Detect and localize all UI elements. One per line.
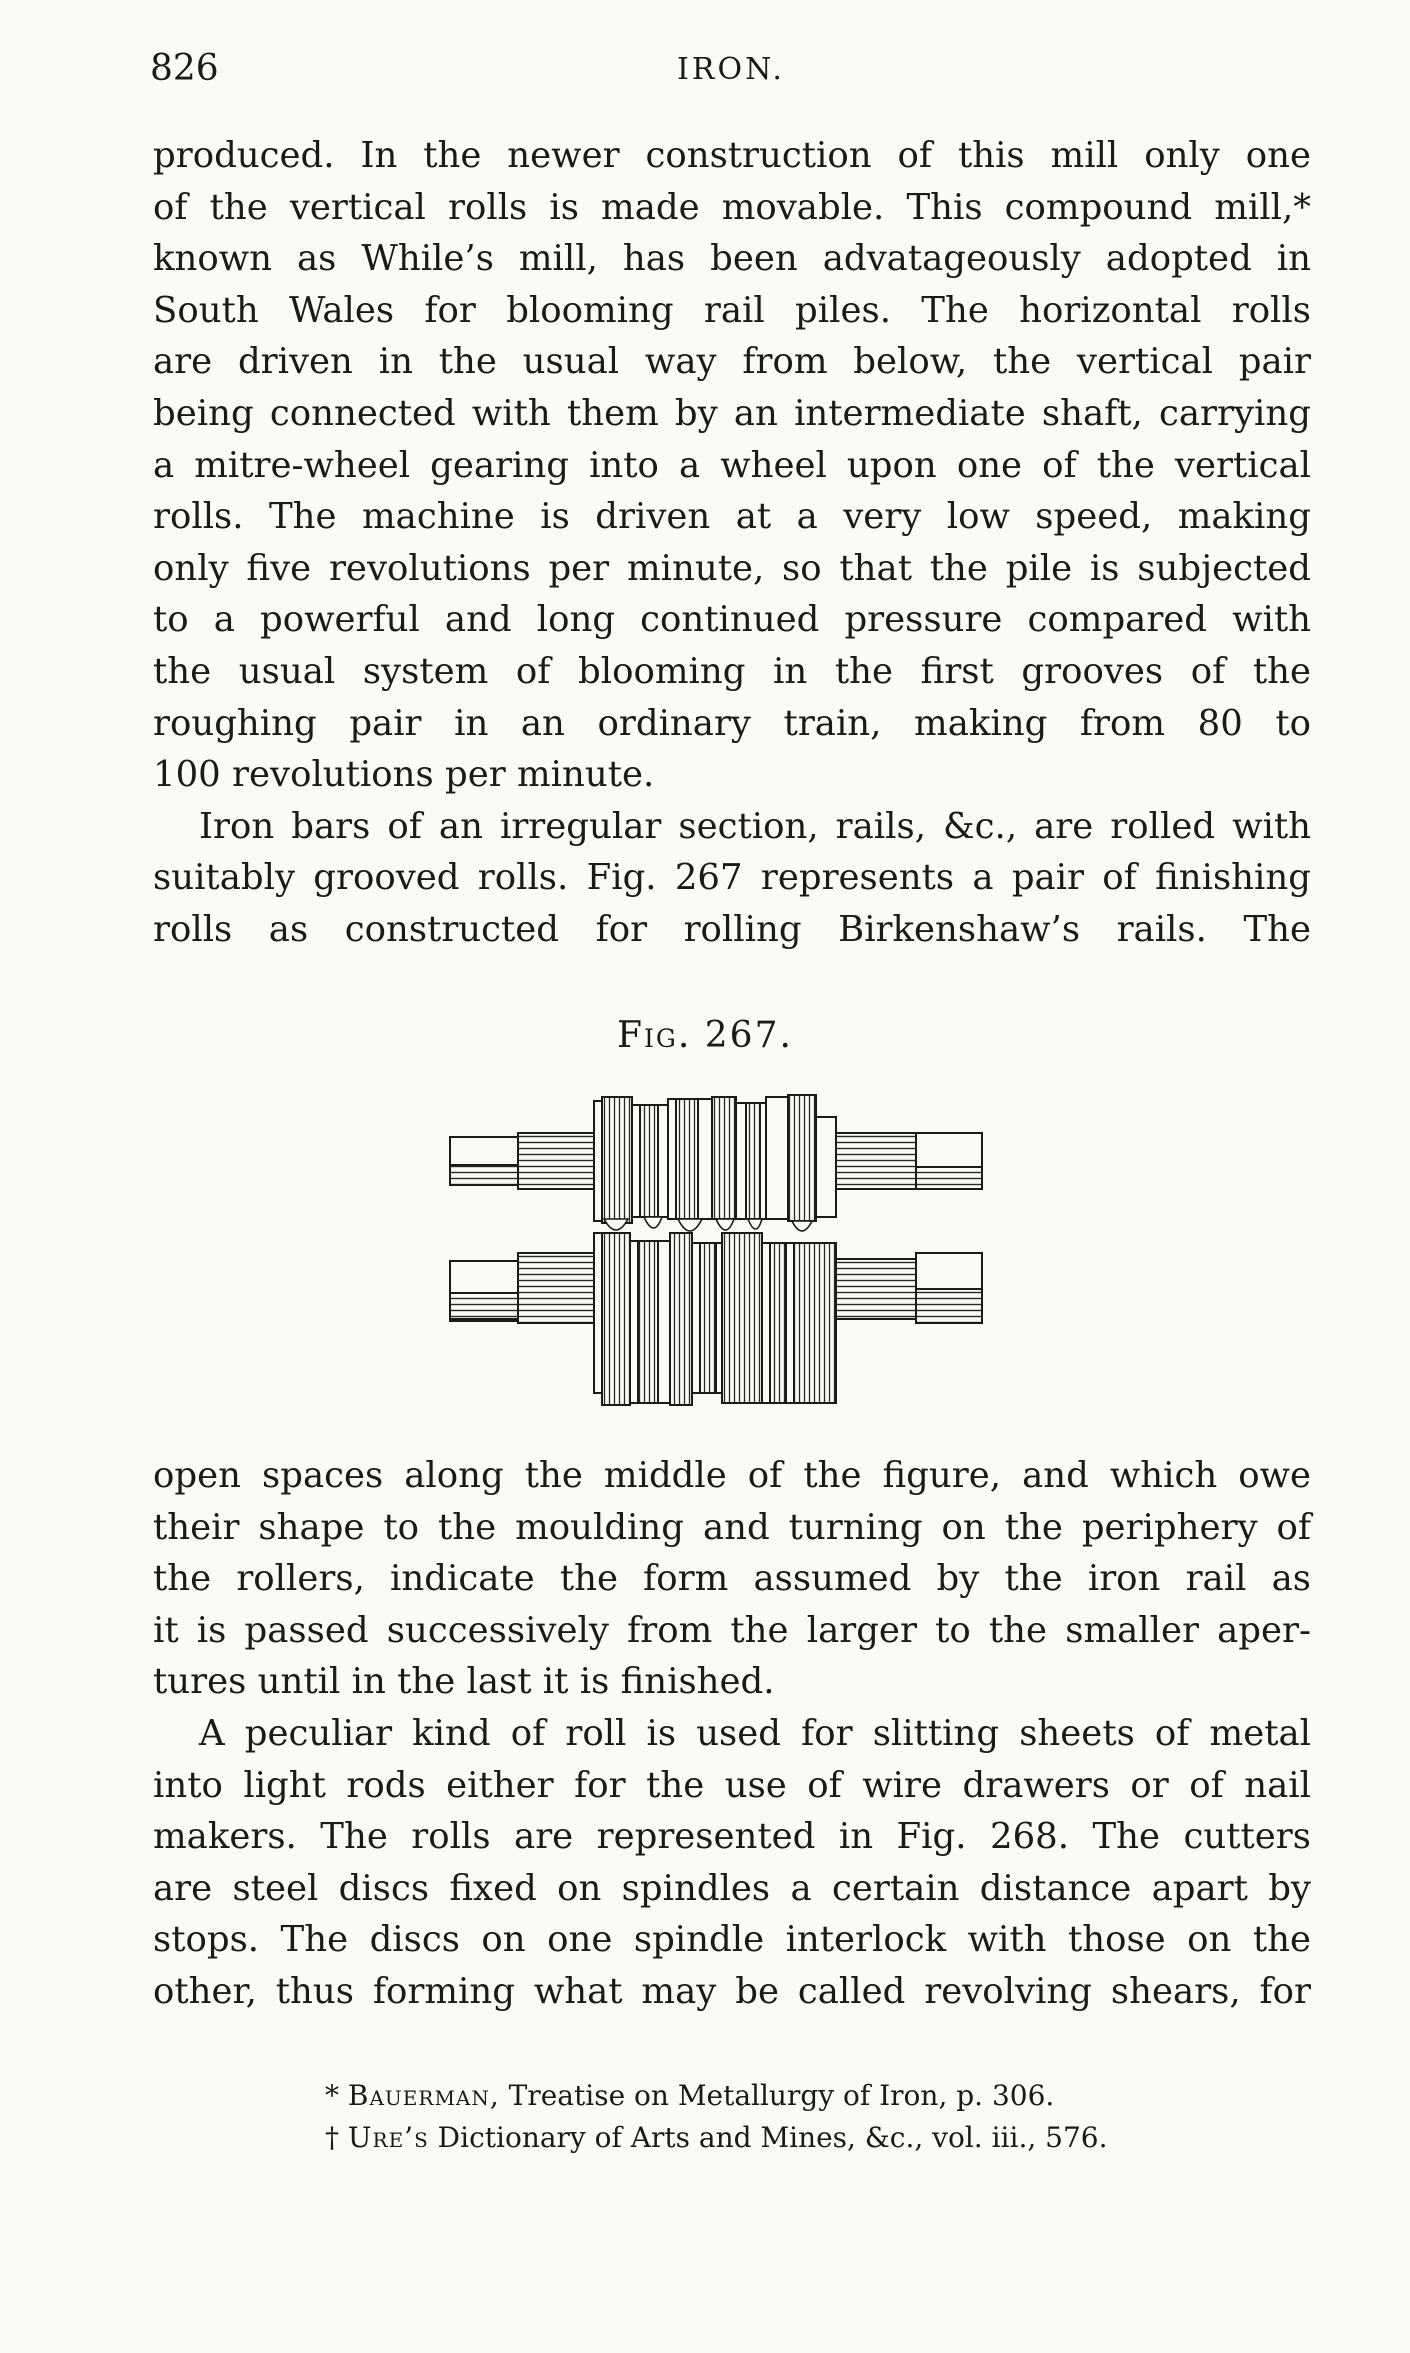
- text-line: rolls. The machine is driven at a very low speed, making: [153, 496, 1311, 538]
- text-line: the rollers, indicate the form assumed by the iron rail as: [153, 1558, 1311, 1600]
- footnote: [325, 2117, 1108, 2159]
- footnote-mark: *: [325, 2079, 339, 2112]
- text-line: produced. In the newer construction of this mill only one: [153, 135, 1311, 176]
- text-line: known as While’s mill, has been advatageously adopted in: [153, 238, 1311, 280]
- text-line: A peculiar kind of roll is used for slitting sheets of metal: [199, 1712, 1311, 1754]
- text-line: makers. The rolls are represented in Fig. 268. The cutters: [153, 1816, 1311, 1858]
- text-line: are driven in the usual way from below, the vertical pair: [153, 341, 1311, 383]
- body-text-bottom: [153, 1450, 1311, 2018]
- figure-caption-number: 267.: [704, 1015, 793, 1056]
- footnote: [325, 2075, 1108, 2117]
- footnote-mark: †: [325, 2121, 339, 2154]
- finishing-rolls-figure: [448, 1093, 1022, 1420]
- text-line: into light rods either for the use of wire drawers or of nail: [153, 1764, 1311, 1806]
- text-line: are steel discs fixed on spindles a certain distance apart by: [153, 1867, 1311, 1909]
- text-line: it is passed successively from the larger to the smaller aper-: [153, 1609, 1311, 1651]
- body-text-top: [153, 130, 1311, 956]
- footnote-text: Treatise on Metallurgy of Iron, p. 306.: [508, 2079, 1055, 2112]
- text-line: open spaces along the middle of the figure, and which owe: [153, 1455, 1311, 1496]
- running-title: IRON.: [677, 52, 785, 87]
- text-line: their shape to the moulding and turning on the periphery of: [153, 1506, 1311, 1548]
- text-line: being connected with them by an intermediate shaft, carrying: [153, 392, 1311, 434]
- footnote-author: Ure’s: [347, 2121, 429, 2154]
- text-line: stops. The discs on one spindle interlock with those on the: [153, 1919, 1311, 1961]
- upper-roll: [450, 1095, 982, 1223]
- text-line: only five revolutions per minute, so that the pile is subjected: [153, 547, 1311, 589]
- text-line: of the vertical rolls is made movable. This compound mill,*: [153, 186, 1311, 228]
- figure-caption-label: Fig.: [617, 1015, 692, 1056]
- figure-caption: [0, 1015, 1410, 1056]
- page-header: [150, 48, 1312, 96]
- footnote-text: Dictionary of Arts and Mines, &c., vol. iii., 576.: [437, 2121, 1108, 2154]
- text-line: South Wales for blooming rail piles. The horizontal rolls: [153, 289, 1311, 331]
- text-line: suitably grooved rolls. Fig. 267 represents a pair of finishing: [153, 857, 1311, 899]
- text-line: to a powerful and long continued pressure compared with: [153, 599, 1311, 641]
- text-line: the usual system of blooming in the first grooves of the: [153, 650, 1311, 692]
- text-line: rolls as constructed for rolling Birkenshaw’s rails. The: [153, 908, 1311, 950]
- page-number: 826: [150, 48, 219, 89]
- text-line: roughing pair in an ordinary train, making from 80 to: [153, 702, 1311, 744]
- text-line: a mitre-wheel gearing into a wheel upon one of the vertical: [153, 444, 1311, 486]
- footnote-author: Bauerman,: [347, 2079, 500, 2112]
- footnotes: [325, 2075, 1108, 2159]
- lower-roll: [450, 1233, 982, 1405]
- text-line: 100 revolutions per minute.: [153, 754, 655, 796]
- text-line: Iron bars of an irregular section, rails, &c., are rolled with: [199, 805, 1311, 847]
- text-line: other, thus forming what may be called revolving shears, for: [153, 1970, 1311, 2012]
- text-line: tures until in the last it is finished.: [153, 1661, 775, 1703]
